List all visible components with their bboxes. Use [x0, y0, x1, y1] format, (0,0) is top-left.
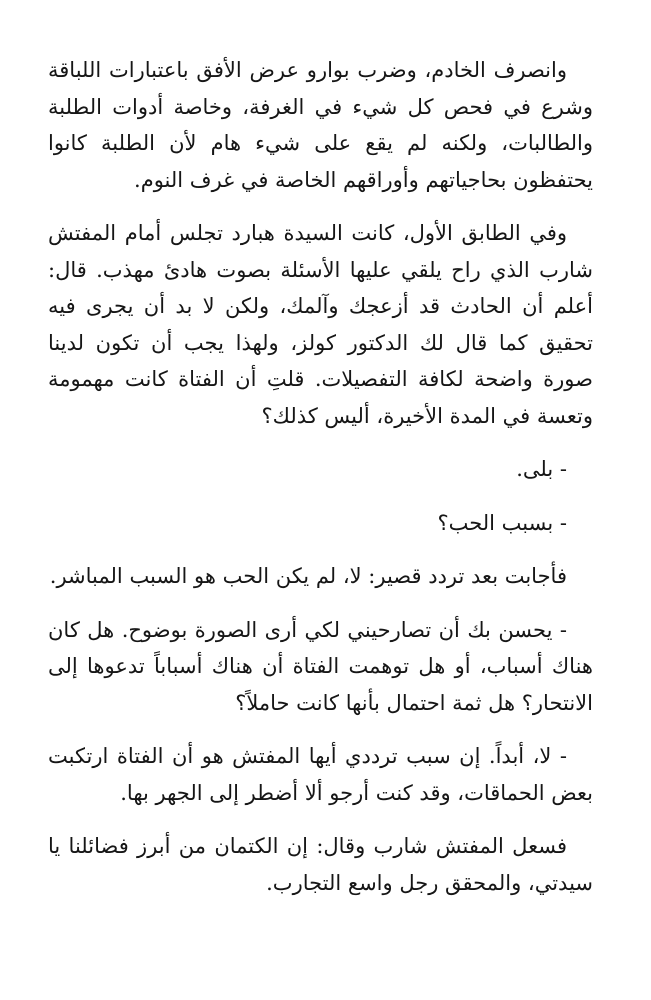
dialog-line-never: - لا، أبداً. إن سبب ترددي أيها المفتش هو أن الفتاة ارتكبت بعض الحماقات، وقد كنت أرجو ألا أضطر إلى الجهر بها.	[48, 744, 593, 805]
dialog-line-because-of-love: - بسبب الحب؟	[437, 510, 567, 535]
paragraph-hesitant-answer: فأجابت بعد تردد قصير: لا، لم يكن الحب هو السبب المباشر.	[49, 564, 567, 588]
paragraph-inspector-coughed: فسعل المفتش شارب وقال: إن الكتمان من أبرز فضائلنا يا سيدتي، والمحقق رجل واسع التجارب.	[48, 834, 593, 895]
paragraph-inspector-questions: وفي الطابق الأول، كانت السيدة هبارد تجلس أمام المفتش شارب الذي راح يلقي عليها الأسئلة بصوت هادئ مهذب. قال: أعلم أن الحادث قد أزعجك وآلمك، ولكن لا بد أن يجرى فيه تحقيق كما قال لك الدكتور كولز، ولهذا يجب أن تكون لدينا صورة واضحة لكافة التفصيلات. قلتِ أن الفتاة كانت مهمومة وتعسة في المدة الأخيرة، أليس كذلك؟	[48, 221, 593, 428]
book-page	[48, 52, 593, 918]
dialog-line-yes: - بلى.	[516, 457, 567, 481]
dialog-line-be-frank: - يحسن بك أن تصارحيني لكي أرى الصورة بوضوح. هل كان هناك أسباب، أو هل توهمت الفتاة أن هناك أسباباً تدعوها إلى الانتحار؟ هل ثمة احتمال بأنها كانت حاملاً؟	[48, 617, 593, 715]
paragraph-servant-left: وانصرف الخادم، وضرب بوارو عرض الأفق باعتبارات اللباقة وشرع في فحص كل شيء في الغرفة، وخاصة أدوات الطلبة والطالبات، ولكنه لم يقع على شيء هام لأن الطلبة كانوا يحتفظون بحاجياتهم وأوراقهم الخاصة في غرف النوم.	[48, 58, 593, 192]
